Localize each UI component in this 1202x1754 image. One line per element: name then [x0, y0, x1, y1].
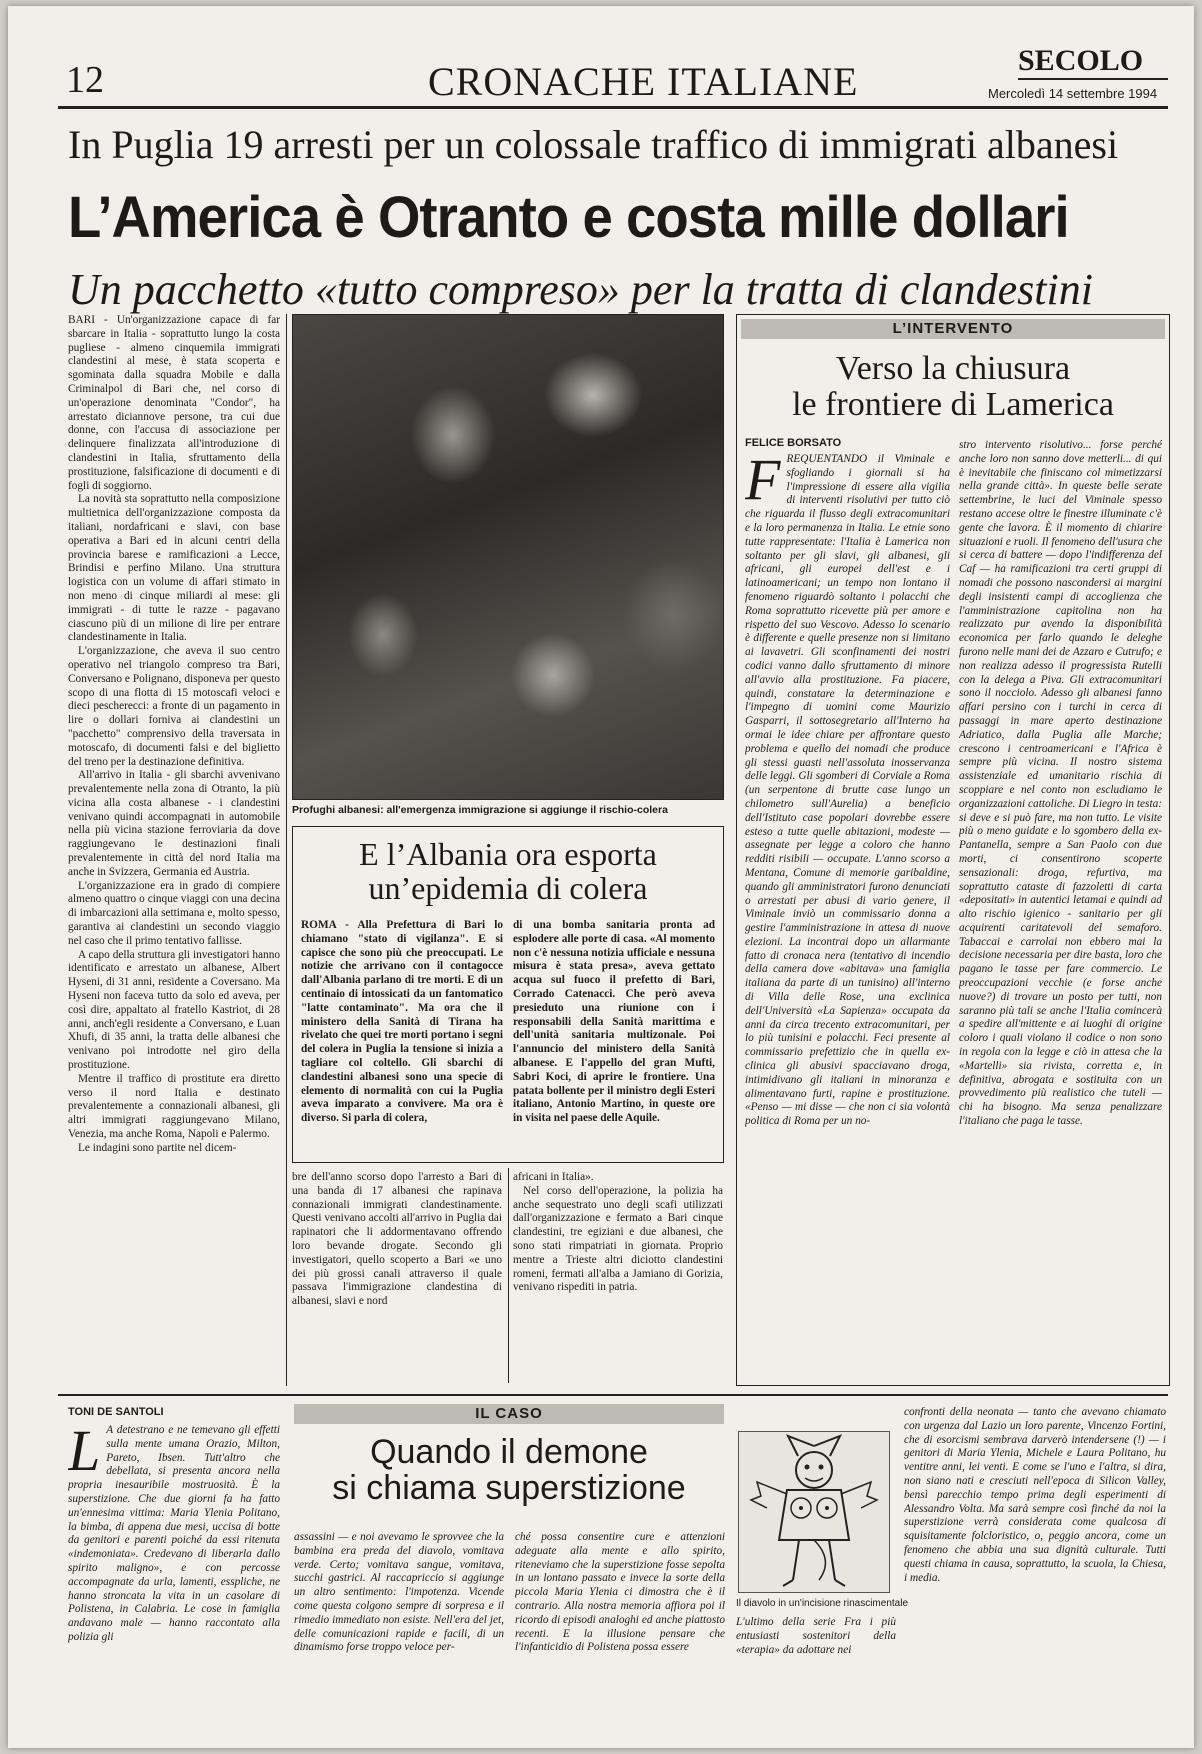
intervento-author: FELICE BORSATO: [745, 437, 842, 449]
paragraph: Mentre il traffico di prostitute era diretto verso il nord Italia e destinato prevalentemente a connazionali albanesi, gli altri immigrati raggiungevano Milano, Venezia, ma anche Roma, Napoli e Palermo.: [68, 1072, 280, 1141]
main-article-col3: [513, 1171, 723, 1383]
paragraph: bre dell'anno scorso dopo l'arresto a Bari di una banda di 17 albanesi che rapinava connazionali immigrati clandestinamente. Questi venivano accolti all'arrivo in Puglia dai rapinatori che li addormentavano offrendo loro bevande drogate. Secondo gli investigatori, quello scoperto a Bari «e uno dei più grossi canali attraverso il quale passava l'immigrazione clandestina di albanesi, slavi e nord: [292, 1171, 502, 1308]
intervento-col2: stro intervento risolutivo... forse perché anche loro non sanno dove metterli... di qui è inevitabile che finiscano col mimetizzarsi nella grande città». In queste belle serate settembrine, le luci del Viminale spesso restano accese oltre le finestre illuminate c'è gente che lavora. È il momento di chiarire situazioni e ruoli. Il fenomeno dell'usura che si cerca di battere — dopo l'indifferenza del Caf — ha ramificazioni tra certi gruppi di nomadi che possono nascondersi ai margini degli insistenti campi di accoglienza che l'amministrazione capitolina non ha realizzato pur avendo la disponibilità economica per farlo quando le deleghe furono nelle mani dei de Azzaro e Cutrufo; e non realizza adesso il progressista Rutelli con la delega a Piva. Gli extracomunitari sono il nocciolo. Adesso gli albanesi fanno affari persino con i turchi in cerca di passaggi in mare aperto destinazione Adriatico, dalla Puglia alle Marche; crescono i centroamericani e l'Africa è sempre più vicina. Il nostro sistema assistenziale ed umanitario rischia di scoppiare e nel conto non escludiamo le organizzazioni cattoliche. Di Liegro in testa: si deve e si può fare, ma non tutto. Le visite più o meno guidate e lo sgombero della ex-Pantanella, sempre a San Paolo con due morti, ci consentirono scoperte sensazionali: droga, refurtiva, ma soprattutto cataste di fazzoletti di carta «depositati» in autentici letamai e quindi ad alto rischio igienico - sanitario per gli acquirenti caritatevoli del semaforo. Tabaccai e carrolai non ebbero mai la decisione necessaria per dire basta, loro che pagano le tasse per fare commercio. Le preoccupazioni vecchie (e forse anche nuove?) di trovare un posto per tutti, non saranno più tali se anche l'Italia comincerà a spedire all'mittente e ai luoghi di origine coloro i quali violano il codice o non sono in regola con la legge e ciò in attesa che la «Martelli» sia rivista, corretta e, in definitiva, abrogata e sostituita con un provvedimento più realistico che tuteli — chi ha bisogno. Ma senza penalizzare l'italiano che paga le tasse.: [959, 439, 1162, 1128]
caso-author: TONI DE SANTOLI: [68, 1406, 164, 1418]
cholera-col2: di una bomba sanitaria pronta ad esplodere alle porte di casa. «Al momento non c'è nessuna notizia ufficiale e nessuna misura è stata presa», aveva gettato acqua sul fuoco il prefetto di Bari, Corrado Catenacci. Che però aveva presieduto una riunione con i responsabili della Sanità marittima e dell'unità sanitaria multizonale. Poi l'annuncio del ministero della Sanità albanese. E l'appello del gran Mufti, Sabri Koci, di aprire le frontiere. Una patata bollente per il ministro degli Esteri italiano, Antonio Martino, in queste ore in visita nel paese delle Aquile.: [513, 919, 715, 1125]
kicker-headline: In Puglia 19 arresti per un colossale traffico di immigrati albanesi: [68, 122, 1119, 167]
column-rule: [286, 314, 287, 1386]
masthead-logo: SECOLO: [1018, 44, 1144, 77]
caso-label: IL CASO: [294, 1404, 724, 1424]
caso-col4-bottom: L'ultimo della serie Fra i più entusiasti sostenitori della «terapia» da adottare nei: [736, 1616, 896, 1656]
main-headline: L’America è Otranto e costa mille dollari: [68, 185, 1069, 250]
column-rule: [508, 1168, 509, 1383]
intervento-col1-text: REQUENTANDO il Viminale e sfogliando i giornali si ha l'impressione di essere alla vigilia di interventi risolutivi per tutto ciò che riguarda il flusso degli extracomunitari e la loro permanenza in Italia. Le etnie sono tutte rappresentate: l'Italia è Lamerica non soltanto per gli slavi, gli albanesi, gli africani, gli europei dell'est e i latinoamericani; un tempo non lontano il fenomeno riguardò soltanto i polacchi che Roma soprattutto ricevette più per amore e rispetto del suo Vescovo. Adesso lo scenario è differente e quelle presenze non si limitano ai lavavetri. Gli sconfinamenti dei nostri codici vanno dallo sfruttamento di minore all'avvio alla prostituzione. Fa piacere, quindi, constatare la determinazione e l'impegno di uomini come Maurizio Gasparri, il sottosegretario all'Interno ha ormai le idee chiare per affrontare questo problema e quello dei nomadi che produce gli stessi guasti nell'assoluta inosservanza delle leggi. Gli sgomberi di Corviale a Roma (un serpentone di brutte case lungo un chilometro sull'Aurelia) a beneficio dell'Istituto case popolari dovrebbe essere esteso a tutte quelle abitazioni, modeste — assegnate per legge a coloro che hanno redditi risibili — occupate. L'anno scorso a Mentana, Comune di memorie garibaldine, quando gli amministratori furono denunciati o arrestati per abusi di vario genere, il Viminale inviò un commissario donna a gestire l'amministrazione in attesa di nuove elezioni. La incontrai dopo un allarmante fatto di cronaca nera (tentativo di incendio della camera dove «abitava» una famiglia italiana da parte di un tunisino) all'interno di Villa delle Rose, una exclinica dell'Università «La Sapienza» occupata da anni da circa trecento extracomunitari, per lo più tunisini e polacchi. Feci presente al commissario prefettizio che in quella ex-clinica gli abusivi spacciavano droga, intimidivano gli italiani in minoranza e alimentavano furti, rapine e prostituzione. «Penso — mi disse — che non ci sia volontà politica di Roma per un no-: [745, 453, 950, 1128]
main-article-col2: [292, 1171, 502, 1383]
page-number: 12: [66, 59, 104, 101]
intervento-label: L’INTERVENTO: [741, 319, 1165, 339]
devil-illustration: [739, 1432, 889, 1592]
paragraph: BARI - Un'organizzazione capace di far sbarcare in Italia - soprattutto lungo la costa pugliese - almeno cinquemila immigrati clandestini al mese, è stata scoperta e sgominata dalla squadra Mobile e dalla Criminalpol di Bari che, nel corso di un'operazione denominata "Condor", ha arrestato diciannove persone, tra cui due donne, con l'accusa di associazione per delinquere finalizzata all'introduzione di clandestini in Italia, sfruttamento della prostituzione, falsificazione di documenti e di fogli di soggiorno.: [68, 314, 280, 492]
devil-image-caption: Il diavolo in un'incisione rinascimentale: [736, 1598, 909, 1609]
issue-date: Mercoledì 14 settembre 1994: [988, 86, 1158, 101]
caso-col3: ché possa consentire cure e attenzioni adeguate alla mente e allo spirito, riteneviamo che la superstizione fosse sepolta in un lontano passato e invece la sorte della piccola Maria Ylenia ci dimostra che è il contrario. Alla nostra memoria affiora poi il ricordo di episodi analoghi ed anche piattosto recenti. E la illusione pensare che l'infanticidio di Polistena possa essere: [515, 1531, 725, 1654]
caso-col4-top: confronti della neonata — tanto che avevano chiamato con urgenza dal Lazio un loro parente, Vincenzo Fortini, che di esorcismi sembrava darverò intendersene (!) — i genitori di Maria Ylenia, Michele e Laura Politano, hu ventitre anni, lei venti. E come se l'uno e l'altra, si dira, non siano nati e cresciuti nell'epoca di Silicon Valley, bensì parecchio tempo prima degli esperimenti di Alessandro Volta. Ma sarà sempre così finché da noi la superstizione verrà considerata come qualcosa di squisitamente folcloristico, o, peggio ancora, come un fenomeno che abbia una sua dignità culturale. Tutti questi chiama in causa, soprattutto, la scuola, la Chiesa, i media.: [904, 1406, 1166, 1584]
intervento-headline-line2: le frontiere di Lamerica: [792, 386, 1114, 423]
devil-engraving-image: [738, 1431, 890, 1593]
caso-col1-text: A detestrano e ne temevano gli effetti sulla mente umana Orazio, Milton, Pareto, Ibsen. Tutt'altro che debellata, si presenta ancora nella propria inesauribile mostruosità. È la superstizione. Che due giorni fa ha fatto un'ennesima vittima: Maria Ylenia Politano, la bimba, di appena due mesi, uccisa di botte da genitori e parenti poiché da essi ritenuta «indemoniata». Credevano di liberarla dallo spirito maligno», e con percosse accompagnate da urla, lamenti, esspliche, ne hanno stroncata la vita in un casolare di Polistena, in Calabria. Le cose in famiglia andavano male — hanno raccontato alla polizia gli: [68, 1424, 280, 1643]
paragraph: A capo della struttura gli investigatori hanno identificato e arrestato un albanese, Albert Hyseni, di 31 anni, residente a Coversano. Ma Hyseni non faceva tutto da solo ed aveva, per così dire, appaltato al fratello Kastriot, di 28 anni, anch'egli residente a Conversano, e Luan Xhufi, di 35 anni, la tratta delle albanesi che venivano poi introdotte nel giro della prostituzione.: [68, 948, 280, 1072]
cholera-box: [292, 826, 724, 1163]
intervento-headline: [747, 351, 1159, 423]
section-divider: [58, 1394, 1168, 1396]
cholera-headline: E l’Albania ora esporta un’epidemia di colera: [359, 836, 657, 906]
caso-col2: assassini — e noi avevamo le sprovvee che la bambina era preda del diavolo, vomitava verde. Certo; vomitava sangue, vomitava, succhi gastrici. Al raccapriccio si aggiunge un altro sentimento: l'impotenza. Vicende come questa colgono sempre di sorpresa e il rimedio immediato non esiste. Nell'era del jet, delle comunicazioni rapide e facili, di un dinamismo forse troppo veloce per-: [294, 1531, 504, 1654]
caso-headline: [294, 1434, 724, 1506]
caso-col1: [68, 1424, 280, 1744]
sub-headline: Un pacchetto «tutto compreso» per la tratta di clandestini: [68, 265, 1093, 314]
dropcap-f: F: [745, 453, 781, 512]
intervento-headline-line1: Verso la chiusura: [835, 350, 1071, 387]
intervento-col1: [745, 453, 950, 1373]
paragraph: Le indagini sono partite nel dicem-: [78, 1141, 237, 1154]
intervento-box: [736, 314, 1170, 1386]
section-title: CRONACHE ITALIANE: [428, 59, 859, 104]
cholera-col1: ROMA - Alla Prefettura di Bari lo chiamano "stato di vigilanza". E si capisce che sono più che preoccupati. Le notizie che arrivano con il contagocce dall'Albania parlano di tre morti. E di un centinaio di intossicati da un fantomatico "latte contaminato". Ma ora che il ministero della Sanità di Tirana ha rivelato che quei tre morti portano i segni del colera in Puglia la tensione si inizia a tagliare col coltello. Gli sbarchi di clandestini albanesi sono una specie di elemento di normalità con cui la Puglia aveva imparato a convivere. Ma ora è diverso. Si parla di colera,: [301, 919, 503, 1125]
photo-caption: Profughi albanesi: all'emergenza immigrazione si aggiunge il rischio-colera: [292, 804, 668, 816]
caso-headline-line2: si chiama superstizione: [332, 1469, 686, 1507]
newspaper-page: [8, 6, 1194, 1748]
paragraph: africani in Italia».: [513, 1171, 594, 1183]
refugees-photo: [292, 314, 724, 800]
main-article-col1: [68, 314, 280, 1384]
paragraph: La novità sta soprattutto nella composizione multietnica dell'organizzazione composta da italiani, nordafricani e slavi, con base operativa a Bari ed in alcuni centri della provincia barese e ramificazioni a Lecce, Brindisi e perfino Milano. Una struttura logistica con un volume di affari stimato in non meno di cinque miliardi al mese: gli immigrati - di tutte le razze - pagavano ciascuno più di un milione di lire per entrare clandestinamente in Italia.: [68, 493, 280, 644]
paragraph: L'organizzazione, che aveva il suo centro operativo nel triangolo compreso tra Bari, Conversano e Polignano, disponeva per questo scopo di una flotta di 15 motoscafi veloci e dieci pescherecci: a fronte di un pagamento in lire o dollari forniva ai clandestini un "pacchetto" comprensivo della traversata in motoscafo, di documenti falsi e del biglietto del treno per la destinazione definitiva.: [68, 645, 280, 768]
caso-headline-line1: Quando il demone: [370, 1433, 648, 1471]
paragraph: Nel corso dell'operazione, la polizia ha anche sequestrato uno degli scafi utilizzati dall'organizzazione e fermato a Bari cinque clandestini, tre egiziani e due albanesi, che sono stati rimpatriati in giornata. Proprio mentre a Trieste altri diciotto clandestini romeni, fermati all'alba a Jamiano di Gorizia, venivano rispediti in patria.: [513, 1184, 723, 1294]
dropcap-l: L: [68, 1424, 101, 1483]
paragraph: All'arrivo in Italia - gli sbarchi avvenivano prevalentemente nella zona di Otranto, la più vicina alla costa albanese - i clandestini venivano quindi accompagnati in automobile nella più vicina stazione ferroviaria da dove raggiungevano le destinazioni finali prevalentemente in città del nord Italia ma anche in Svizzera, Germania ed Austria.: [68, 769, 280, 878]
paragraph: L'organizzazione era in grado di compiere almeno quattro o cinque viaggi con una decina di imbarcazioni alla settimana e, molto spesso, garantiva ai clandestini un secondo viaggio nel caso che il primo tentativo fallisse.: [68, 879, 280, 947]
header-rule: [58, 106, 1168, 109]
masthead-rule: [1018, 78, 1168, 80]
